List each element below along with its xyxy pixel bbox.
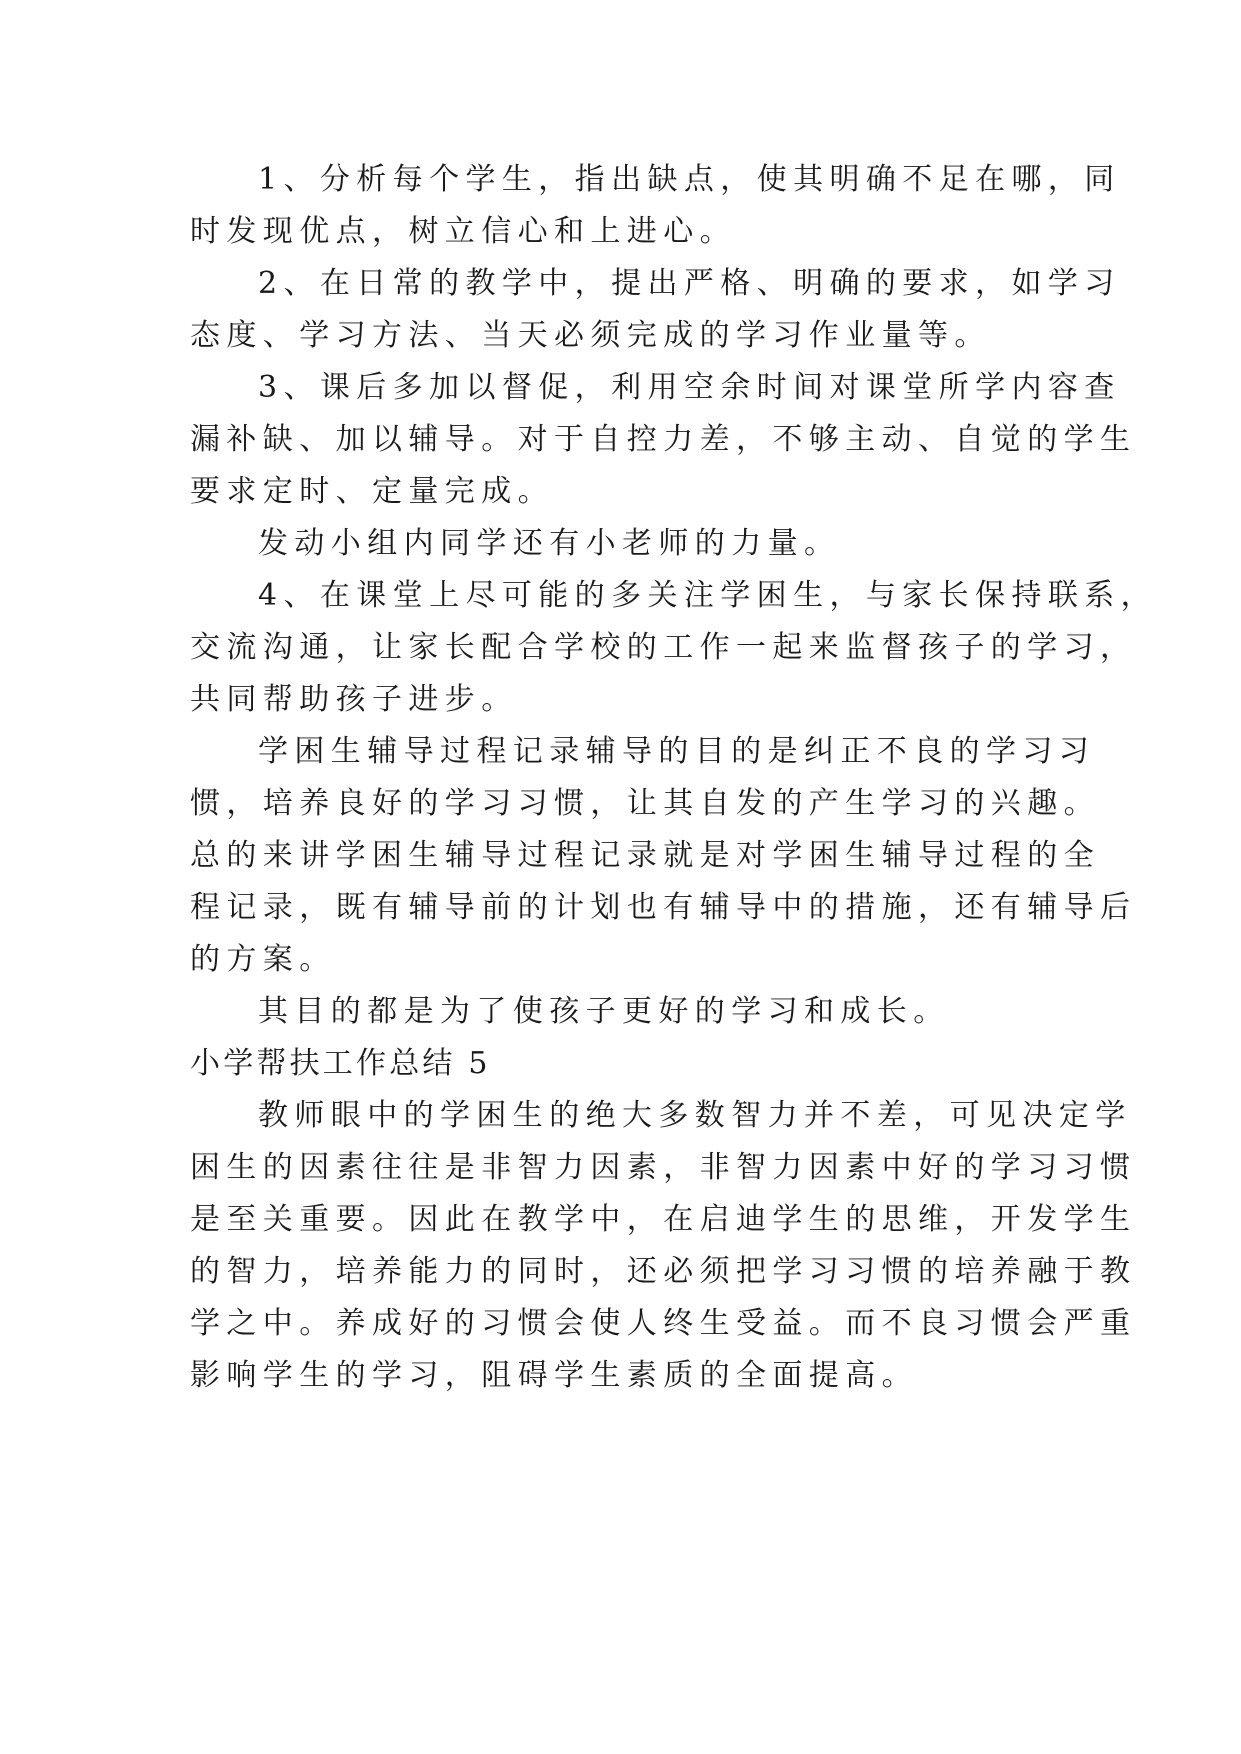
paragraph-line: 漏补缺、加以辅导。对于自控力差，不够主动、自觉的学生 (190, 422, 1137, 457)
paragraph-line: 的方案。 (190, 942, 336, 977)
paragraph-line: 困生的因素往往是非智力因素，非智力因素中好的学习习惯 (190, 1150, 1137, 1185)
paragraph-line: 共同帮助孩子进步。 (190, 682, 518, 717)
paragraph-line: 总的来讲学困生辅导过程记录就是对学困生辅导过程的全 (190, 838, 1100, 873)
paragraph-line: 态度、学习方法、当天必须完成的学习作业量等。 (190, 318, 991, 353)
paragraph-line: 教师眼中的学困生的绝大多数智力并不差，可见决定学 (258, 1098, 1132, 1133)
paragraph-line: 要求定时、定量完成。 (190, 474, 554, 509)
paragraph-line: 发动小组内同学还有小老师的力量。 (258, 526, 841, 561)
paragraph-line: 学困生辅导过程记录辅导的目的是纠正不良的学习习 (258, 734, 1096, 769)
paragraph-line: 时发现优点，树立信心和上进心。 (190, 214, 736, 249)
paragraph-line: 其目的都是为了使孩子更好的学习和成长。 (258, 994, 950, 1029)
paragraph-line: 程记录，既有辅导前的计划也有辅导中的措施，还有辅导后 (190, 890, 1137, 925)
section-heading: 小学帮扶工作总结 5 (190, 1046, 491, 1081)
paragraph-line: 1、分析每个学生，指出缺点，使其明确不足在哪，同 (258, 162, 1121, 197)
paragraph-line: 是至关重要。因此在教学中，在启迪学生的思维，开发学生 (190, 1202, 1137, 1237)
paragraph-line: 4、在课堂上尽可能的多关注学困生，与家长保持联系， (258, 578, 1158, 613)
paragraph-line: 2、在日常的教学中，提出严格、明确的要求，如学习 (258, 266, 1121, 301)
paragraph-line: 交流沟通，让家长配合学校的工作一起来监督孩子的学习， (190, 630, 1137, 665)
paragraph-line: 影响学生的学习，阻碍学生素质的全面提高。 (190, 1358, 918, 1393)
paragraph-line: 的智力，培养能力的同时，还必须把学习习惯的培养融于教 (190, 1254, 1137, 1289)
paragraph-line: 3、课后多加以督促，利用空余时间对课堂所学内容查 (258, 370, 1121, 405)
paragraph-line: 惯，培养良好的学习习惯，让其自发的产生学习的兴趣。 (190, 786, 1100, 821)
paragraph-line: 学之中。养成好的习惯会使人终生受益。而不良习惯会严重 (190, 1306, 1137, 1341)
